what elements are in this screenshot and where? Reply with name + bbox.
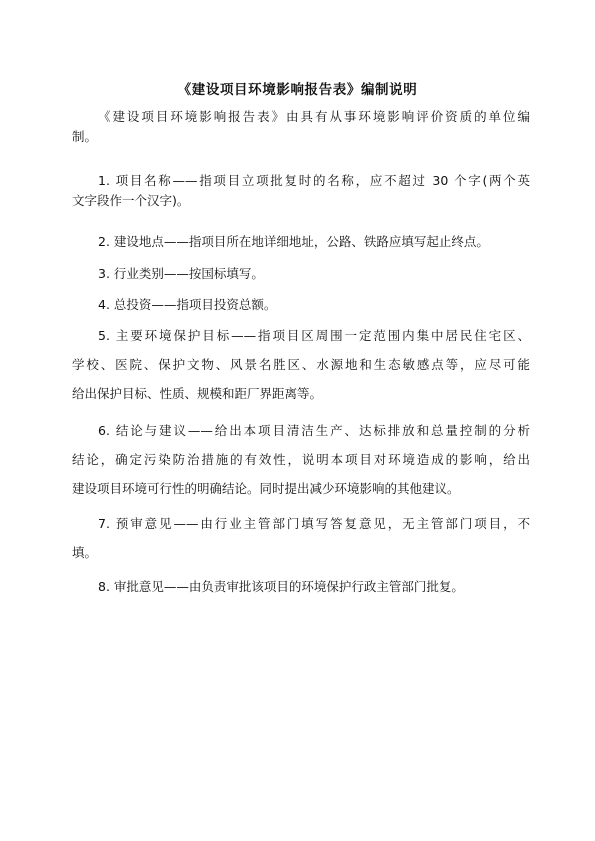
text-line: 填。	[72, 545, 98, 560]
paragraph-item-3	[72, 264, 530, 284]
text-line: 7. 预审意见——由行业主管部门填写答复意见，无主管部门项目，不	[98, 516, 530, 531]
text-line: 制。	[72, 129, 98, 144]
document-title: 《建设项目环境影响报告表》编制说明	[177, 82, 418, 98]
text-line: 1. 项目名称——指项目立项批复时的名称，应不超过 30 个字(两个英	[98, 173, 530, 188]
paragraph-item-2	[72, 232, 530, 252]
paragraph-item-4	[72, 295, 530, 315]
text-line: 《建设项目环境影响报告表》由具有从事环境影响评价资质的单位编	[98, 109, 530, 124]
paragraph-item-5	[72, 326, 530, 404]
text-line: 给出保护目标、性质、规模和距厂界距离等。	[72, 386, 323, 401]
paragraph-intro	[72, 107, 530, 147]
text-line: 学校、医院、保护文物、风景名胜区、水源地和生态敏感点等，应尽可能	[72, 357, 530, 372]
text-line: 结论，确定污染防治措施的有效性，说明本项目对环境造成的影响，给出	[72, 452, 530, 467]
text-line: 建设项目环境可行性的明确结论。同时提出减少环境影响的其他建议。	[72, 481, 460, 496]
paragraph-item-6	[72, 421, 530, 499]
text-line: 5. 主要环境保护目标——指项目区周围一定范围内集中居民住宅区、	[98, 328, 530, 343]
paragraph-item-8	[72, 577, 530, 597]
text-line: 2. 建设地点——指项目所在地详细地址，公路、铁路应填写起止终点。	[98, 234, 489, 249]
text-line: 4. 总投资——指项目投资总额。	[98, 297, 277, 312]
paragraph-item-7	[72, 514, 530, 563]
text-line: 6. 结论与建议——给出本项目清洁生产、达标排放和总量控制的分析	[98, 423, 530, 438]
text-line: 文字段作一个汉字)。	[72, 193, 190, 208]
paragraph-item-1	[72, 171, 530, 211]
text-line: 3. 行业类别——按国标填写。	[98, 266, 264, 281]
text-line: 8. 审批意见——由负责审批该项目的环境保护行政主管部门批复。	[98, 579, 464, 594]
